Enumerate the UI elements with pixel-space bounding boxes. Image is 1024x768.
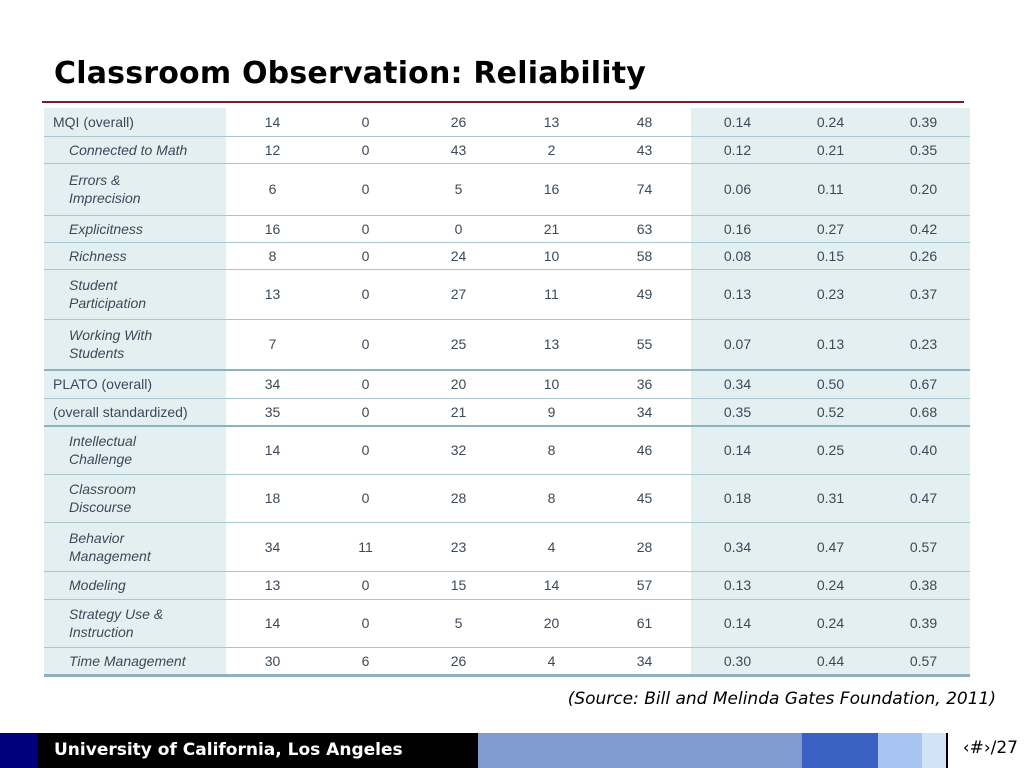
value-cell: 20 xyxy=(505,599,598,647)
value-cell: 25 xyxy=(412,319,505,370)
table-row xyxy=(44,474,970,522)
coefficient-cell: 0.57 xyxy=(877,522,970,571)
value-cell: 16 xyxy=(505,163,598,215)
coefficient-cell: 0.31 xyxy=(784,474,877,522)
value-cell: 48 xyxy=(598,108,691,136)
row-label xyxy=(44,426,226,474)
row-label-line: Explicitness xyxy=(69,220,143,237)
coefficient-cell: 0.47 xyxy=(877,474,970,522)
value-cell: 0 xyxy=(319,163,412,215)
coefficient-cell: 0.37 xyxy=(877,269,970,319)
footer-block-blue-palest xyxy=(922,733,946,768)
row-label-line: Instruction xyxy=(69,624,134,640)
coefficient-cell: 0.21 xyxy=(784,136,877,163)
coefficient-cell: 0.34 xyxy=(691,370,784,398)
row-label xyxy=(44,522,226,571)
coefficient-cell: 0.07 xyxy=(691,319,784,370)
table-row xyxy=(44,108,970,136)
value-cell: 23 xyxy=(412,522,505,571)
value-cell: 12 xyxy=(226,136,319,163)
row-label-line: Modeling xyxy=(69,577,126,593)
coefficient-cell: 0.11 xyxy=(784,163,877,215)
value-cell: 0 xyxy=(319,215,412,242)
value-cell: 6 xyxy=(319,647,412,675)
row-label-line: Richness xyxy=(69,247,127,264)
value-cell: 57 xyxy=(598,571,691,599)
value-cell: 16 xyxy=(226,215,319,242)
value-cell: 28 xyxy=(412,474,505,522)
value-cell: 21 xyxy=(505,215,598,242)
value-cell: 7 xyxy=(226,319,319,370)
footer-block-blue-dark xyxy=(802,733,878,768)
page-indicator: ‹#›/27 xyxy=(962,738,1018,758)
footer-block-blue-pale xyxy=(878,733,922,768)
value-cell: 55 xyxy=(598,319,691,370)
row-label-line: Classroom xyxy=(69,481,136,497)
value-cell: 46 xyxy=(598,426,691,474)
coefficient-cell: 0.13 xyxy=(784,319,877,370)
value-cell: 10 xyxy=(505,370,598,398)
row-label-line: Imprecision xyxy=(69,190,141,206)
value-cell: 43 xyxy=(412,136,505,163)
value-cell: 34 xyxy=(598,398,691,426)
value-cell: 2 xyxy=(505,136,598,163)
value-cell: 30 xyxy=(226,647,319,675)
value-cell: 0 xyxy=(319,398,412,426)
value-cell: 0 xyxy=(319,269,412,319)
value-cell: 9 xyxy=(505,398,598,426)
value-cell: 13 xyxy=(226,269,319,319)
row-label-line: MQI (overall) xyxy=(53,113,134,130)
value-cell: 34 xyxy=(226,370,319,398)
table-row xyxy=(44,163,970,215)
row-label-line: Challenge xyxy=(69,451,133,468)
row-label-line: Intellectual xyxy=(69,433,136,450)
row-label-line: Errors & xyxy=(69,172,121,188)
row-label xyxy=(44,474,226,522)
coefficient-cell: 0.30 xyxy=(691,647,784,675)
coefficient-cell: 0.20 xyxy=(877,163,970,215)
coefficient-cell: 0.68 xyxy=(877,398,970,426)
value-cell: 0 xyxy=(319,599,412,647)
row-label-line: Behavior xyxy=(69,529,125,546)
coefficient-cell: 0.50 xyxy=(784,370,877,398)
value-cell: 11 xyxy=(505,269,598,319)
value-cell: 0 xyxy=(319,136,412,163)
coefficient-cell: 0.08 xyxy=(691,242,784,269)
value-cell: 36 xyxy=(598,370,691,398)
coefficient-cell: 0.47 xyxy=(784,522,877,571)
value-cell: 11 xyxy=(319,522,412,571)
coefficient-cell: 0.13 xyxy=(691,269,784,319)
coefficient-cell: 0.27 xyxy=(784,215,877,242)
coefficient-cell: 0.15 xyxy=(784,242,877,269)
coefficient-cell: 0.39 xyxy=(877,599,970,647)
row-label-line: (overall standardized) xyxy=(53,403,188,420)
coefficient-cell: 0.52 xyxy=(784,398,877,426)
value-cell: 32 xyxy=(412,426,505,474)
coefficient-cell: 0.16 xyxy=(691,215,784,242)
row-label xyxy=(44,242,226,269)
footer-block-blue-light xyxy=(478,733,802,768)
coefficient-cell: 0.24 xyxy=(784,599,877,647)
row-label xyxy=(44,215,226,242)
value-cell: 34 xyxy=(598,647,691,675)
value-cell: 0 xyxy=(319,108,412,136)
coefficient-cell: 0.34 xyxy=(691,522,784,571)
row-label-line: Time Management xyxy=(69,652,186,669)
coefficient-cell: 0.39 xyxy=(877,108,970,136)
table-row xyxy=(44,215,970,242)
coefficient-cell: 0.26 xyxy=(877,242,970,269)
reliability-table xyxy=(44,108,970,677)
value-cell: 14 xyxy=(505,571,598,599)
value-cell: 0 xyxy=(412,215,505,242)
value-cell: 5 xyxy=(412,599,505,647)
slide-title: Classroom Observation: Reliability xyxy=(54,56,647,91)
value-cell: 21 xyxy=(412,398,505,426)
table-row xyxy=(44,647,970,675)
row-label-line: Students xyxy=(69,345,125,362)
coefficient-cell: 0.18 xyxy=(691,474,784,522)
value-cell: 45 xyxy=(598,474,691,522)
row-label xyxy=(44,108,226,136)
value-cell: 0 xyxy=(319,370,412,398)
value-cell: 18 xyxy=(226,474,319,522)
row-label-line: Student xyxy=(69,277,118,293)
coefficient-cell: 0.35 xyxy=(691,398,784,426)
row-label-line: Discourse xyxy=(69,499,132,515)
value-cell: 74 xyxy=(598,163,691,215)
value-cell: 0 xyxy=(319,426,412,474)
coefficient-cell: 0.23 xyxy=(784,269,877,319)
table-row xyxy=(44,242,970,269)
table-row xyxy=(44,599,970,647)
row-label-line: Strategy Use & xyxy=(69,606,164,622)
coefficient-cell: 0.35 xyxy=(877,136,970,163)
value-cell: 49 xyxy=(598,269,691,319)
value-cell: 4 xyxy=(505,647,598,675)
coefficient-cell: 0.67 xyxy=(877,370,970,398)
coefficient-cell: 0.38 xyxy=(877,571,970,599)
coefficient-cell: 0.40 xyxy=(877,426,970,474)
row-label-line: Working With xyxy=(69,327,153,344)
value-cell: 34 xyxy=(226,522,319,571)
value-cell: 14 xyxy=(226,426,319,474)
coefficient-cell: 0.14 xyxy=(691,599,784,647)
value-cell: 0 xyxy=(319,571,412,599)
table-row xyxy=(44,522,970,571)
value-cell: 26 xyxy=(412,108,505,136)
value-cell: 27 xyxy=(412,269,505,319)
value-cell: 0 xyxy=(319,319,412,370)
value-cell: 15 xyxy=(412,571,505,599)
row-label xyxy=(44,136,226,163)
value-cell: 14 xyxy=(226,108,319,136)
coefficient-cell: 0.14 xyxy=(691,108,784,136)
coefficient-cell: 0.24 xyxy=(784,108,877,136)
row-label xyxy=(44,599,226,647)
value-cell: 13 xyxy=(505,319,598,370)
value-cell: 8 xyxy=(226,242,319,269)
coefficient-cell: 0.44 xyxy=(784,647,877,675)
value-cell: 0 xyxy=(319,242,412,269)
table-row xyxy=(44,136,970,163)
value-cell: 8 xyxy=(505,474,598,522)
value-cell: 0 xyxy=(319,474,412,522)
value-cell: 8 xyxy=(505,426,598,474)
coefficient-cell: 0.25 xyxy=(784,426,877,474)
table-row xyxy=(44,319,970,370)
row-label-line: PLATO (overall) xyxy=(53,376,153,393)
table-row xyxy=(44,571,970,599)
footer-block-navy xyxy=(0,733,38,768)
row-label xyxy=(44,398,226,426)
table-row xyxy=(44,370,970,398)
coefficient-cell: 0.24 xyxy=(784,571,877,599)
footer-university: University of California, Los Angeles xyxy=(54,740,403,760)
row-label-line: Participation xyxy=(69,295,147,311)
value-cell: 13 xyxy=(505,108,598,136)
title-divider xyxy=(42,101,964,103)
value-cell: 4 xyxy=(505,522,598,571)
value-cell: 10 xyxy=(505,242,598,269)
value-cell: 58 xyxy=(598,242,691,269)
table-row xyxy=(44,269,970,319)
coefficient-cell: 0.13 xyxy=(691,571,784,599)
row-label-line: Connected to Math xyxy=(69,141,188,158)
value-cell: 26 xyxy=(412,647,505,675)
value-cell: 20 xyxy=(412,370,505,398)
value-cell: 6 xyxy=(226,163,319,215)
coefficient-cell: 0.06 xyxy=(691,163,784,215)
value-cell: 61 xyxy=(598,599,691,647)
coefficient-cell: 0.57 xyxy=(877,647,970,675)
value-cell: 35 xyxy=(226,398,319,426)
coefficient-cell: 0.12 xyxy=(691,136,784,163)
value-cell: 43 xyxy=(598,136,691,163)
value-cell: 28 xyxy=(598,522,691,571)
row-label xyxy=(44,647,226,675)
row-label xyxy=(44,269,226,319)
table-row xyxy=(44,426,970,474)
row-label xyxy=(44,370,226,398)
table-row xyxy=(44,398,970,426)
coefficient-cell: 0.14 xyxy=(691,426,784,474)
value-cell: 63 xyxy=(598,215,691,242)
value-cell: 14 xyxy=(226,599,319,647)
source-citation: (Source: Bill and Melinda Gates Foundation, 2011) xyxy=(567,689,996,709)
coefficient-cell: 0.23 xyxy=(877,319,970,370)
value-cell: 5 xyxy=(412,163,505,215)
coefficient-cell: 0.42 xyxy=(877,215,970,242)
value-cell: 24 xyxy=(412,242,505,269)
row-label xyxy=(44,571,226,599)
row-label-line: Management xyxy=(69,547,151,564)
row-label xyxy=(44,163,226,215)
footer-bar xyxy=(0,733,1024,768)
row-label xyxy=(44,319,226,370)
value-cell: 13 xyxy=(226,571,319,599)
